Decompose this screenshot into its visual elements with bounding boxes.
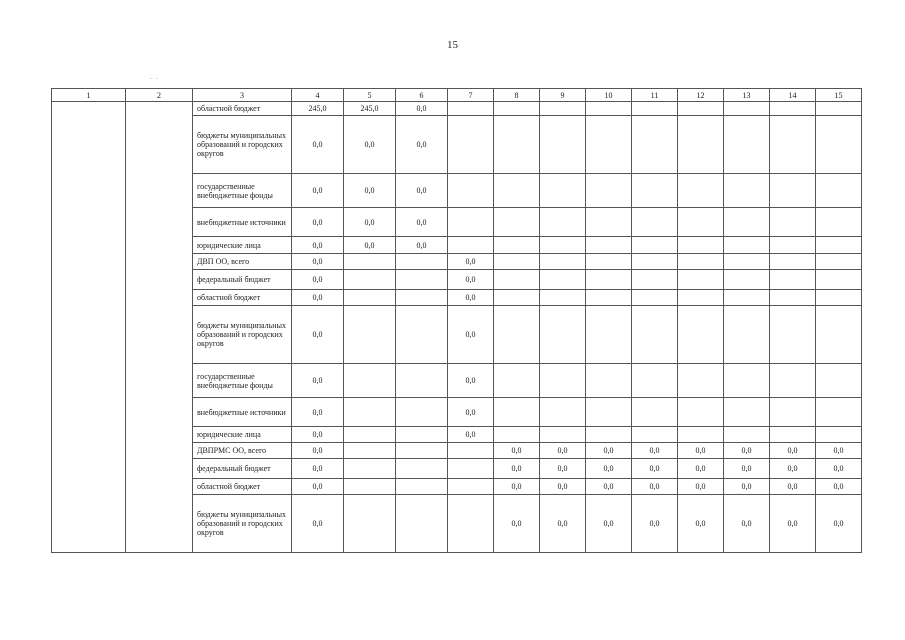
value-cell-col-7 <box>448 459 494 479</box>
value-cell-col-8 <box>494 364 540 398</box>
value-cell-col-5 <box>344 495 396 553</box>
value-cell-col-9 <box>540 364 586 398</box>
value-cell-col-10: 0,0 <box>586 495 632 553</box>
value-cell-col-12 <box>678 427 724 443</box>
value-cell-col-4: 0,0 <box>292 270 344 290</box>
row-label: областной бюджет <box>193 102 292 116</box>
value-cell-col-8 <box>494 116 540 174</box>
value-cell-col-7 <box>448 495 494 553</box>
header-row <box>52 89 862 102</box>
value-cell-col-12: 0,0 <box>678 443 724 459</box>
value-cell-col-8 <box>494 270 540 290</box>
value-cell-col-14: 0,0 <box>770 459 816 479</box>
value-cell-col-5 <box>344 290 396 306</box>
value-cell-col-9: 0,0 <box>540 495 586 553</box>
value-cell-col-9 <box>540 254 586 270</box>
value-cell-col-7 <box>448 479 494 495</box>
value-cell-col-9 <box>540 290 586 306</box>
value-cell-col-12 <box>678 254 724 270</box>
value-cell-col-4: 0,0 <box>292 459 344 479</box>
value-cell-col-4: 0,0 <box>292 306 344 364</box>
value-cell-col-6 <box>396 443 448 459</box>
value-cell-col-10 <box>586 102 632 116</box>
value-cell-col-7 <box>448 237 494 254</box>
value-cell-col-14 <box>770 237 816 254</box>
value-cell-col-6 <box>396 270 448 290</box>
value-cell-col-4: 0,0 <box>292 208 344 237</box>
value-cell-col-5: 0,0 <box>344 174 396 208</box>
value-cell-col-14 <box>770 290 816 306</box>
value-cell-col-8 <box>494 174 540 208</box>
value-cell-col-12 <box>678 270 724 290</box>
value-cell-col-14 <box>770 364 816 398</box>
value-cell-col-11 <box>632 398 678 427</box>
value-cell-col-12 <box>678 237 724 254</box>
value-cell-col-13 <box>724 290 770 306</box>
budget-table <box>51 88 862 553</box>
value-cell-col-5: 0,0 <box>344 208 396 237</box>
value-cell-col-10 <box>586 306 632 364</box>
value-cell-col-5 <box>344 364 396 398</box>
value-cell-col-11 <box>632 208 678 237</box>
value-cell-col-6 <box>396 306 448 364</box>
row-label: государственные внебюджетные фонды <box>193 174 292 208</box>
value-cell-col-6 <box>396 495 448 553</box>
value-cell-col-12 <box>678 398 724 427</box>
value-cell-col-7: 0,0 <box>448 427 494 443</box>
row-label: юридические лица <box>193 427 292 443</box>
value-cell-col-6 <box>396 459 448 479</box>
value-cell-col-13: 0,0 <box>724 443 770 459</box>
value-cell-col-7 <box>448 102 494 116</box>
value-cell-col-13 <box>724 270 770 290</box>
value-cell-col-11 <box>632 102 678 116</box>
value-cell-col-15 <box>816 116 862 174</box>
value-cell-col-6: 0,0 <box>396 116 448 174</box>
row-label: внебюджетные источники <box>193 208 292 237</box>
value-cell-col-11 <box>632 427 678 443</box>
value-cell-col-8: 0,0 <box>494 443 540 459</box>
value-cell-col-6: 0,0 <box>396 237 448 254</box>
value-cell-col-4: 0,0 <box>292 237 344 254</box>
value-cell-col-14: 0,0 <box>770 479 816 495</box>
header-cell-col-2: 2 <box>126 89 193 102</box>
header-cell-col-5: 5 <box>344 89 396 102</box>
header-cell-col-9: 9 <box>540 89 586 102</box>
value-cell-col-11 <box>632 270 678 290</box>
value-cell-col-12 <box>678 290 724 306</box>
value-cell-col-10 <box>586 290 632 306</box>
row-label: бюджеты муниципальных образований и городских округов <box>193 495 292 553</box>
row-label: ДВП ОО, всего <box>193 254 292 270</box>
value-cell-col-4: 245,0 <box>292 102 344 116</box>
value-cell-col-4: 0,0 <box>292 398 344 427</box>
value-cell-col-8 <box>494 254 540 270</box>
header-cell-col-10: 10 <box>586 89 632 102</box>
value-cell-col-10: 0,0 <box>586 459 632 479</box>
value-cell-col-6: 0,0 <box>396 174 448 208</box>
header-cell-col-13: 13 <box>724 89 770 102</box>
row-label: ДВПРМС ОО, всего <box>193 443 292 459</box>
value-cell-col-4: 0,0 <box>292 427 344 443</box>
value-cell-col-11 <box>632 364 678 398</box>
row-label: бюджеты муниципальных образований и городских округов <box>193 306 292 364</box>
value-cell-col-10 <box>586 116 632 174</box>
value-cell-col-8: 0,0 <box>494 495 540 553</box>
value-cell-col-11 <box>632 237 678 254</box>
value-cell-col-7: 0,0 <box>448 398 494 427</box>
value-cell-col-7 <box>448 208 494 237</box>
value-cell-col-13 <box>724 102 770 116</box>
value-cell-col-6 <box>396 479 448 495</box>
value-cell-col-13 <box>724 116 770 174</box>
value-cell-col-6 <box>396 427 448 443</box>
value-cell-col-14 <box>770 116 816 174</box>
value-cell-col-14 <box>770 270 816 290</box>
row-label: федеральный бюджет <box>193 270 292 290</box>
value-cell-col-10: 0,0 <box>586 479 632 495</box>
header-cell-col-8: 8 <box>494 89 540 102</box>
value-cell-col-9 <box>540 427 586 443</box>
value-cell-col-5: 245,0 <box>344 102 396 116</box>
value-cell-col-11 <box>632 290 678 306</box>
value-cell-col-10: 0,0 <box>586 443 632 459</box>
value-cell-col-15 <box>816 208 862 237</box>
row-label: внебюджетные источники <box>193 398 292 427</box>
value-cell-col-13 <box>724 306 770 364</box>
value-cell-col-15 <box>816 102 862 116</box>
value-cell-col-5: 0,0 <box>344 237 396 254</box>
value-cell-col-13: 0,0 <box>724 495 770 553</box>
value-cell-col-4: 0,0 <box>292 254 344 270</box>
scan-mark: . . <box>150 73 159 81</box>
table-body <box>52 89 862 553</box>
value-cell-col-11: 0,0 <box>632 443 678 459</box>
col2-merged-cell <box>126 102 193 553</box>
value-cell-col-12 <box>678 306 724 364</box>
col1-merged-cell <box>52 102 126 553</box>
value-cell-col-7: 0,0 <box>448 364 494 398</box>
value-cell-col-12: 0,0 <box>678 459 724 479</box>
value-cell-col-8 <box>494 237 540 254</box>
value-cell-col-15 <box>816 306 862 364</box>
value-cell-col-14 <box>770 306 816 364</box>
value-cell-col-4: 0,0 <box>292 290 344 306</box>
value-cell-col-15: 0,0 <box>816 459 862 479</box>
value-cell-col-12 <box>678 102 724 116</box>
value-cell-col-15 <box>816 364 862 398</box>
value-cell-col-11 <box>632 174 678 208</box>
value-cell-col-12: 0,0 <box>678 479 724 495</box>
value-cell-col-15: 0,0 <box>816 479 862 495</box>
value-cell-col-8 <box>494 427 540 443</box>
value-cell-col-11 <box>632 306 678 364</box>
value-cell-col-4: 0,0 <box>292 479 344 495</box>
value-cell-col-15 <box>816 237 862 254</box>
header-cell-col-15: 15 <box>816 89 862 102</box>
value-cell-col-8 <box>494 290 540 306</box>
row-label: бюджеты муниципальных образований и городских округов <box>193 116 292 174</box>
value-cell-col-13 <box>724 364 770 398</box>
value-cell-col-5 <box>344 459 396 479</box>
value-cell-col-9 <box>540 102 586 116</box>
value-cell-col-14 <box>770 427 816 443</box>
value-cell-col-13 <box>724 254 770 270</box>
value-cell-col-15: 0,0 <box>816 443 862 459</box>
header-cell-col-4: 4 <box>292 89 344 102</box>
value-cell-col-9 <box>540 306 586 364</box>
value-cell-col-14: 0,0 <box>770 495 816 553</box>
value-cell-col-14 <box>770 102 816 116</box>
value-cell-col-12 <box>678 364 724 398</box>
value-cell-col-9 <box>540 174 586 208</box>
value-cell-col-14 <box>770 208 816 237</box>
value-cell-col-8 <box>494 208 540 237</box>
value-cell-col-13 <box>724 398 770 427</box>
header-cell-col-12: 12 <box>678 89 724 102</box>
value-cell-col-11: 0,0 <box>632 479 678 495</box>
header-cell-col-11: 11 <box>632 89 678 102</box>
value-cell-col-4: 0,0 <box>292 443 344 459</box>
value-cell-col-8 <box>494 306 540 364</box>
value-cell-col-5 <box>344 398 396 427</box>
value-cell-col-9: 0,0 <box>540 443 586 459</box>
value-cell-col-11 <box>632 116 678 174</box>
value-cell-col-10 <box>586 208 632 237</box>
value-cell-col-15 <box>816 174 862 208</box>
value-cell-col-9 <box>540 237 586 254</box>
value-cell-col-4: 0,0 <box>292 364 344 398</box>
value-cell-col-13 <box>724 174 770 208</box>
row-label: юридические лица <box>193 237 292 254</box>
value-cell-col-11: 0,0 <box>632 495 678 553</box>
value-cell-col-9: 0,0 <box>540 459 586 479</box>
value-cell-col-5 <box>344 479 396 495</box>
row-label: областной бюджет <box>193 290 292 306</box>
value-cell-col-5 <box>344 443 396 459</box>
value-cell-col-6 <box>396 364 448 398</box>
value-cell-col-15 <box>816 427 862 443</box>
value-cell-col-14 <box>770 254 816 270</box>
value-cell-col-7: 0,0 <box>448 290 494 306</box>
value-cell-col-9: 0,0 <box>540 479 586 495</box>
header-cell-col-3: 3 <box>193 89 292 102</box>
value-cell-col-8: 0,0 <box>494 459 540 479</box>
value-cell-col-7 <box>448 116 494 174</box>
value-cell-col-6: 0,0 <box>396 102 448 116</box>
value-cell-col-6 <box>396 290 448 306</box>
value-cell-col-12 <box>678 174 724 208</box>
value-cell-col-6: 0,0 <box>396 208 448 237</box>
value-cell-col-7 <box>448 443 494 459</box>
header-cell-col-1: 1 <box>52 89 126 102</box>
value-cell-col-5: 0,0 <box>344 116 396 174</box>
value-cell-col-12: 0,0 <box>678 495 724 553</box>
value-cell-col-13 <box>724 237 770 254</box>
value-cell-col-7: 0,0 <box>448 254 494 270</box>
value-cell-col-4: 0,0 <box>292 495 344 553</box>
row-label: федеральный бюджет <box>193 459 292 479</box>
value-cell-col-14 <box>770 174 816 208</box>
value-cell-col-10 <box>586 364 632 398</box>
value-cell-col-10 <box>586 174 632 208</box>
value-cell-col-13 <box>724 208 770 237</box>
value-cell-col-8 <box>494 102 540 116</box>
header-cell-col-6: 6 <box>396 89 448 102</box>
value-cell-col-7: 0,0 <box>448 270 494 290</box>
header-cell-col-7: 7 <box>448 89 494 102</box>
value-cell-col-5 <box>344 306 396 364</box>
value-cell-col-13: 0,0 <box>724 459 770 479</box>
value-cell-col-10 <box>586 254 632 270</box>
value-cell-col-9 <box>540 116 586 174</box>
value-cell-col-9 <box>540 270 586 290</box>
value-cell-col-6 <box>396 254 448 270</box>
value-cell-col-13 <box>724 427 770 443</box>
value-cell-col-5 <box>344 427 396 443</box>
value-cell-col-15 <box>816 270 862 290</box>
value-cell-col-12 <box>678 116 724 174</box>
value-cell-col-10 <box>586 398 632 427</box>
value-cell-col-13: 0,0 <box>724 479 770 495</box>
value-cell-col-10 <box>586 270 632 290</box>
header-cell-col-14: 14 <box>770 89 816 102</box>
value-cell-col-15 <box>816 290 862 306</box>
value-cell-col-8: 0,0 <box>494 479 540 495</box>
value-cell-col-11 <box>632 254 678 270</box>
row-label: областной бюджет <box>193 479 292 495</box>
value-cell-col-7: 0,0 <box>448 306 494 364</box>
value-cell-col-9 <box>540 208 586 237</box>
value-cell-col-11: 0,0 <box>632 459 678 479</box>
value-cell-col-15 <box>816 398 862 427</box>
value-cell-col-12 <box>678 208 724 237</box>
value-cell-col-14: 0,0 <box>770 443 816 459</box>
row-label: государственные внебюджетные фонды <box>193 364 292 398</box>
value-cell-col-4: 0,0 <box>292 174 344 208</box>
value-cell-col-6 <box>396 398 448 427</box>
page-number: 15 <box>447 39 458 51</box>
value-cell-col-15 <box>816 254 862 270</box>
value-cell-col-5 <box>344 270 396 290</box>
value-cell-col-10 <box>586 427 632 443</box>
value-cell-col-15: 0,0 <box>816 495 862 553</box>
value-cell-col-10 <box>586 237 632 254</box>
value-cell-col-4: 0,0 <box>292 116 344 174</box>
value-cell-col-7 <box>448 174 494 208</box>
value-cell-col-9 <box>540 398 586 427</box>
value-cell-col-14 <box>770 398 816 427</box>
value-cell-col-5 <box>344 254 396 270</box>
table-row <box>52 102 862 116</box>
value-cell-col-8 <box>494 398 540 427</box>
